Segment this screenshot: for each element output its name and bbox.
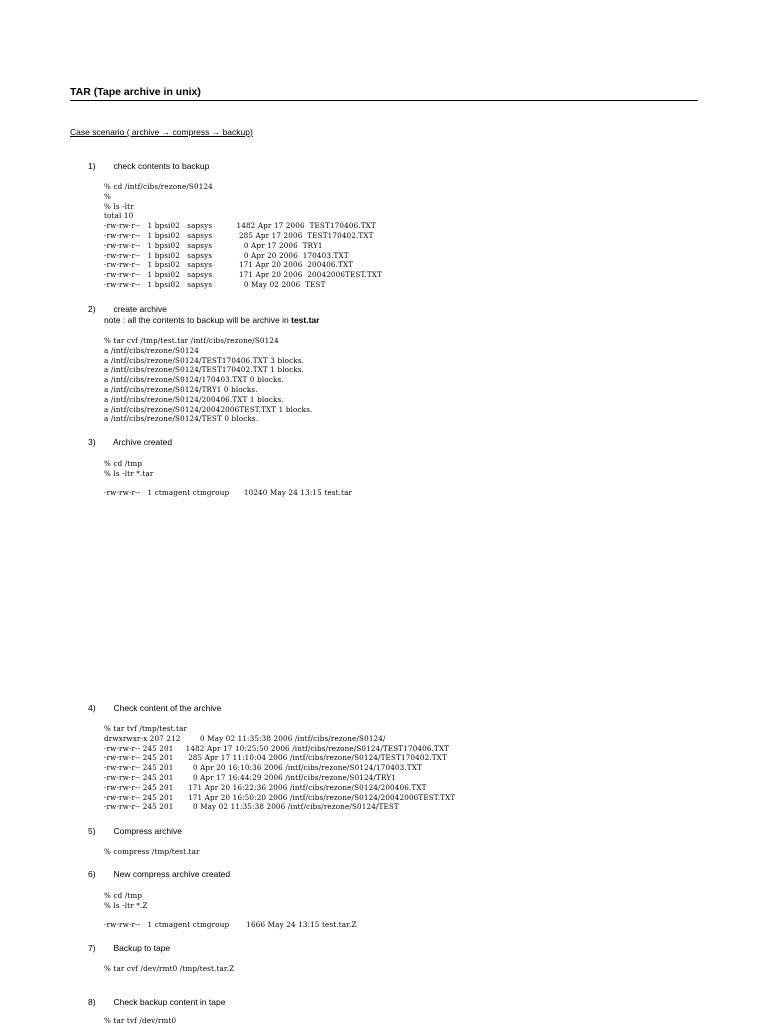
step-label: Archive created	[112, 437, 173, 447]
step-1-code: % cd /intf/cibs/rezone/S0124 % % ls -ltr total 10 -rw-rw-r-- 1 bpsi02 sapsys 1482 Apr 17 2006 TEST170406.TXT -rw-rw-r-- 1 bpsi02 sapsys 285 Apr 17 2006 TEST170402.TXT -rw-rw-r-- 1 bpsi02 sapsys 0 Apr 17 2006 TRY1 -rw-rw-r-- 1 bpsi02 sapsys 0 Apr 20 2006 170403.TXT -rw-rw-r-- 1 bpsi02 sapsys 171 Apr 20 2006 200406.TXT -rw-rw-r-- 1 bpsi02 sapsys 171 Apr 20 2006 20042006TEST.TXT -rw-rw-r-- 1 bpsi02 sapsys 0 May 02 2006 TEST	[104, 182, 382, 289]
step-3-heading	[88, 437, 172, 447]
step-8-heading	[88, 997, 225, 1007]
step-5-heading	[88, 826, 182, 836]
step-4-heading	[88, 703, 221, 713]
step-label: Compress archive	[113, 826, 182, 836]
step-number: 2)	[88, 304, 96, 314]
step-label: Backup to tape	[113, 943, 171, 953]
step-number: 1)	[88, 161, 96, 171]
step-4-code: % tar tvf /tmp/test.tar drwxrwxr-x 207 212 0 May 02 11:35:38 2006 /intf/cibs/rezone/S0124/ -rw-rw-r-- 245 201 1482 Apr 17 10:25:50 2006 /intf/cibs/rezone/S0124/TEST170406.TXT -rw-rw-r-- 245 201 285 Apr 17 11:10:04 2006 /intf/cibs/rezone/S0124/TEST170402.TXT -rw-rw-r-- 245 201 0 Apr 20 16:10:36 2006 /intf/cibs/rezone/S0124/170403.TXT -rw-rw-r-- 245 201 0 Apr 17 16:44:29 2006 /intf/cibs/rezone/S0124/TRY1 -rw-rw-r-- 245 201 171 Apr 20 16:22:36 2006 /intf/cibs/rezone/S0124/200406.TXT -rw-rw-r-- 245 201 171 Apr 20 16:50:20 2006 /intf/cibs/rezone/S0124/20042006TEST.TXT -rw-rw-r-- 245 201 0 May 02 11:35:38 2006 /intf/cibs/rezone/S0124/TEST	[104, 724, 456, 812]
step-1-heading	[88, 161, 209, 171]
case-scenario-heading: Case scenario ( archive → compress → backup)	[70, 127, 253, 137]
step-6-code: % cd /tmp % ls -ltr *.Z -rw-rw-r-- 1 ctmagent ctmgroup 1666 May 24 13:15 test.tar.Z	[104, 891, 357, 930]
step-2-code: % tar cvf /tmp/test.tar /intf/cibs/rezone/S0124 a /intf/cibs/rezone/S0124 a /intf/cibs/rezone/S0124/TEST170406.TXT 3 blocks. a /intf/cibs/rezone/S0124/TEST170402.TXT 1 blocks. a /intf/cibs/rezone/S0124/170403.TXT 0 blocks. a /intf/cibs/rezone/S0124/TRY1 0 blocks. a /intf/cibs/rezone/S0124/200406.TXT 1 blocks. a /intf/cibs/rezone/S0124/20042006TEST.TXT 1 blocks. a /intf/cibs/rezone/S0124/TEST 0 blocks.	[104, 336, 313, 424]
step-number: 8)	[88, 997, 96, 1007]
step-number: 5)	[88, 826, 96, 836]
step-8-code: % tar tvf /dev/rmt0	[104, 1016, 177, 1025]
step-label: New compress archive created	[113, 869, 231, 879]
step-label: check contents to backup	[113, 161, 210, 171]
step-number: 4)	[88, 703, 96, 713]
step-2-note	[104, 315, 319, 325]
step-number: 6)	[88, 869, 96, 879]
step-5-code: % compress /tmp/test.tar	[104, 847, 200, 856]
step-3-code: % cd /tmp % ls -ltr *.tar -rw-rw-r-- 1 ctmagent ctmgroup 10240 May 24 13:15 test.tar	[104, 459, 353, 498]
step-6-heading	[88, 869, 230, 879]
step-7-code: % tar cvf /dev/rmt0 /tmp/test.tar.Z	[104, 964, 235, 973]
step-2-heading	[88, 304, 167, 314]
note-text: note : all the contents to backup will be archive in	[104, 315, 292, 325]
step-number: 3)	[88, 437, 96, 447]
step-label: Check content of the archive	[113, 703, 222, 713]
document-title: TAR (Tape archive in unix)	[70, 86, 698, 101]
step-number: 7)	[88, 943, 96, 953]
step-label: create archive	[113, 304, 167, 314]
note-archive-name: test.tar	[291, 315, 320, 325]
step-7-heading	[88, 943, 170, 953]
step-label: Check backup content in tape	[113, 997, 226, 1007]
